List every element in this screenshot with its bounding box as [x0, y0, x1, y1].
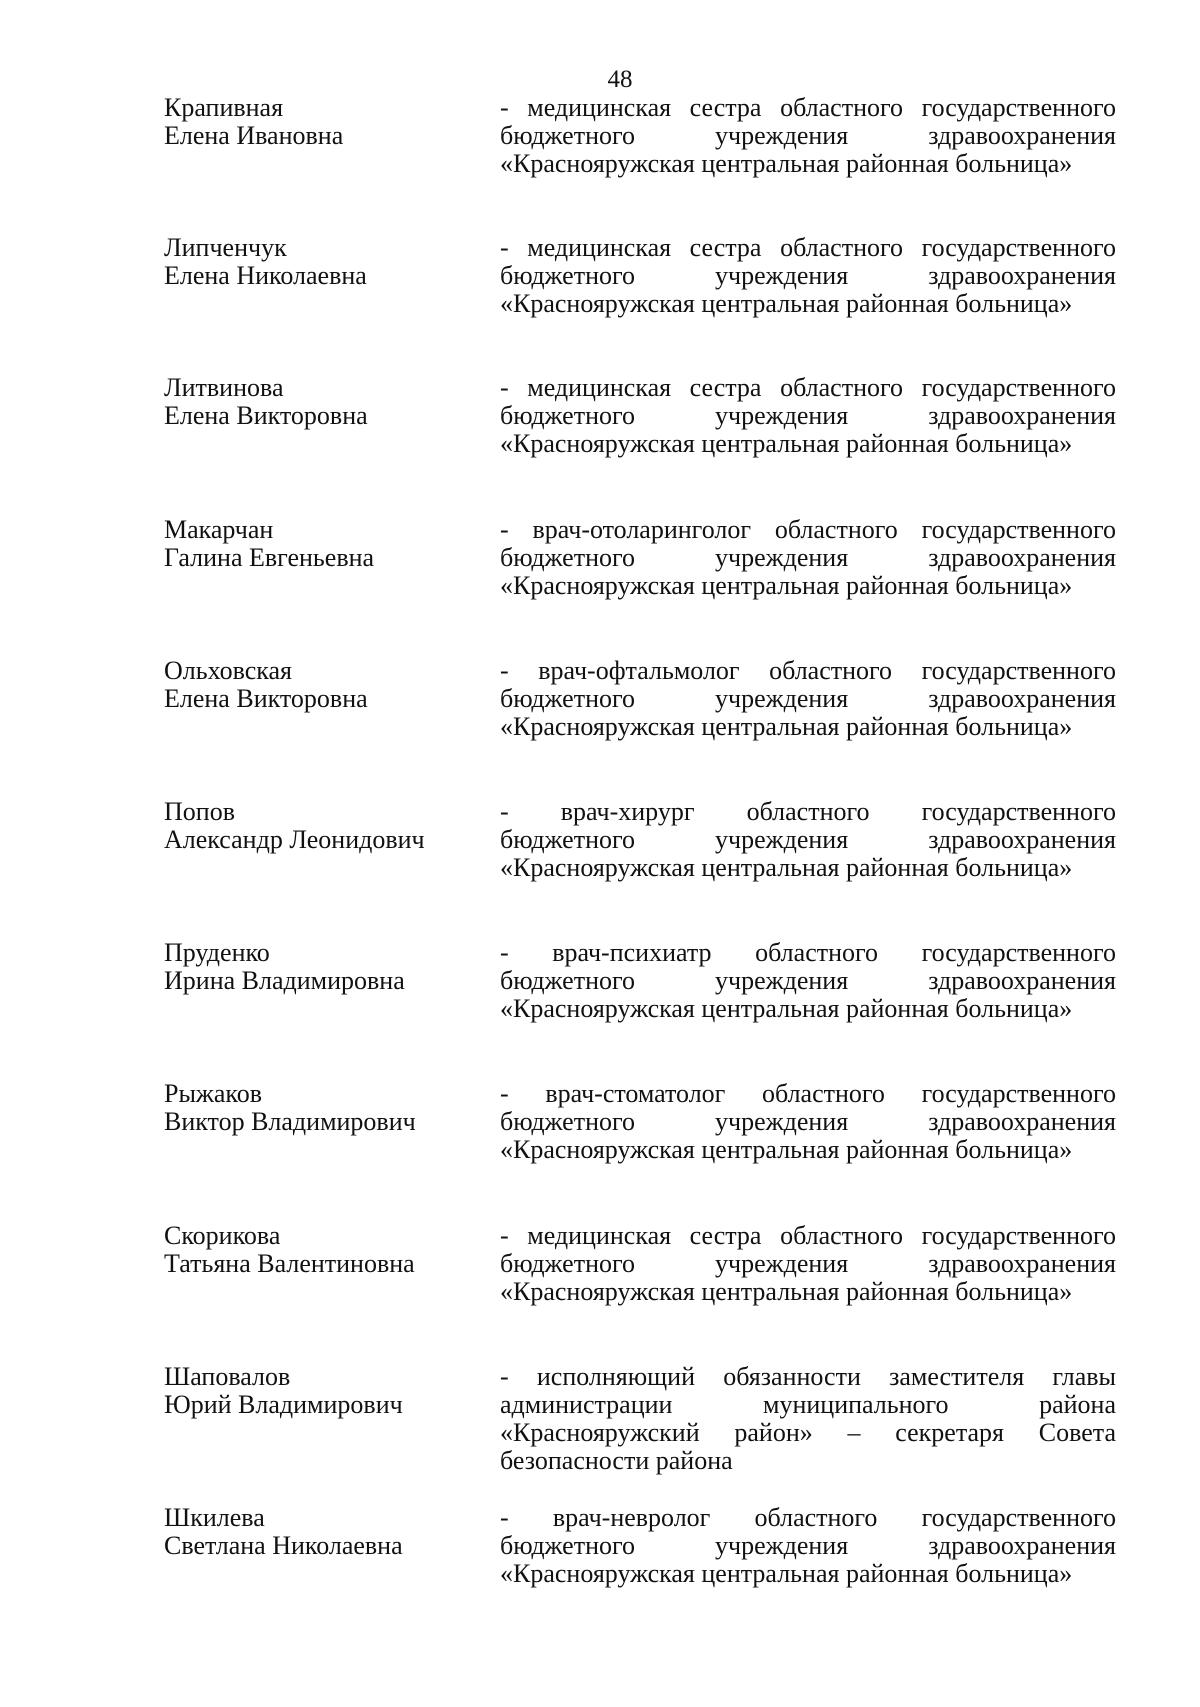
given-names: Татьяна Валентиновна [164, 1249, 415, 1278]
person-name [164, 657, 494, 713]
surname: Макарчан [164, 515, 274, 544]
surname: Рыжаков [164, 1079, 263, 1108]
given-names: Елена Ивановна [164, 121, 344, 150]
surname: Липченчук [164, 233, 287, 262]
person-name [164, 374, 494, 430]
person-name [164, 1222, 494, 1278]
given-names: Галина Евгеньевна [164, 543, 375, 572]
surname: Шкилева [164, 1503, 265, 1532]
page-number: 48 [607, 66, 633, 93]
surname: Попов [164, 797, 235, 826]
position-description: - медицинская сестра областного государственного бюджетного учреждения здравоохранения «Краснояружская центральная районная больница» [500, 93, 1116, 178]
person-name [164, 516, 494, 572]
given-names: Юрий Владимирович [164, 1390, 403, 1419]
position-description: - медицинская сестра областного государственного бюджетного учреждения здравоохранения «Краснояружская центральная районная больница» [500, 233, 1116, 318]
person-name [164, 939, 494, 995]
given-names: Елена Викторовна [164, 401, 368, 430]
given-names: Виктор Владимирович [164, 1107, 416, 1136]
position-description: - врач-хирург областного государственного бюджетного учреждения здравоохранения «Краснояружская центральная районная больница» [500, 797, 1116, 882]
person-name [164, 1080, 494, 1136]
position-description: - исполняющий обязанности заместителя главы администрации муниципального района «Краснояружский район» – секретаря Совета безопасности района [500, 1362, 1116, 1475]
given-names: Елена Викторовна [164, 684, 368, 713]
surname: Ольховская [164, 656, 293, 685]
surname: Шаповалов [164, 1362, 291, 1391]
given-names: Александр Леонидович [164, 825, 425, 854]
person-name [164, 94, 494, 150]
position-description: - врач-психиатр областного государственного бюджетного учреждения здравоохранения «Краснояружская центральная районная больница» [500, 938, 1116, 1023]
person-name [164, 234, 494, 290]
person-name [164, 1504, 494, 1560]
person-name [164, 798, 494, 854]
surname: Литвинова [164, 373, 284, 402]
position-description: - врач-стоматолог областного государственного бюджетного учреждения здравоохранения «Краснояружская центральная районная больница» [500, 1079, 1116, 1164]
position-description: - медицинская сестра областного государственного бюджетного учреждения здравоохранения «Краснояружская центральная районная больница» [500, 373, 1116, 458]
given-names: Светлана Николаевна [164, 1531, 403, 1560]
given-names: Ирина Владимировна [164, 966, 405, 995]
position-description: - врач-офтальмолог областного государственного бюджетного учреждения здравоохранения «Краснояружская центральная районная больница» [500, 656, 1116, 741]
position-description: - врач-невролог областного государственного бюджетного учреждения здравоохранения «Краснояружская центральная районная больница» [500, 1503, 1116, 1588]
surname: Пруденко [164, 938, 270, 967]
position-description: - медицинская сестра областного государственного бюджетного учреждения здравоохранения «Краснояружская центральная районная больница» [500, 1221, 1116, 1306]
surname: Скорикова [164, 1221, 281, 1250]
given-names: Елена Николаевна [164, 261, 367, 290]
surname: Крапивная [164, 93, 284, 122]
position-description: - врач-отоларинголог областного государственного бюджетного учреждения здравоохранения «Краснояружская центральная районная больница» [500, 515, 1116, 600]
person-name [164, 1363, 494, 1419]
